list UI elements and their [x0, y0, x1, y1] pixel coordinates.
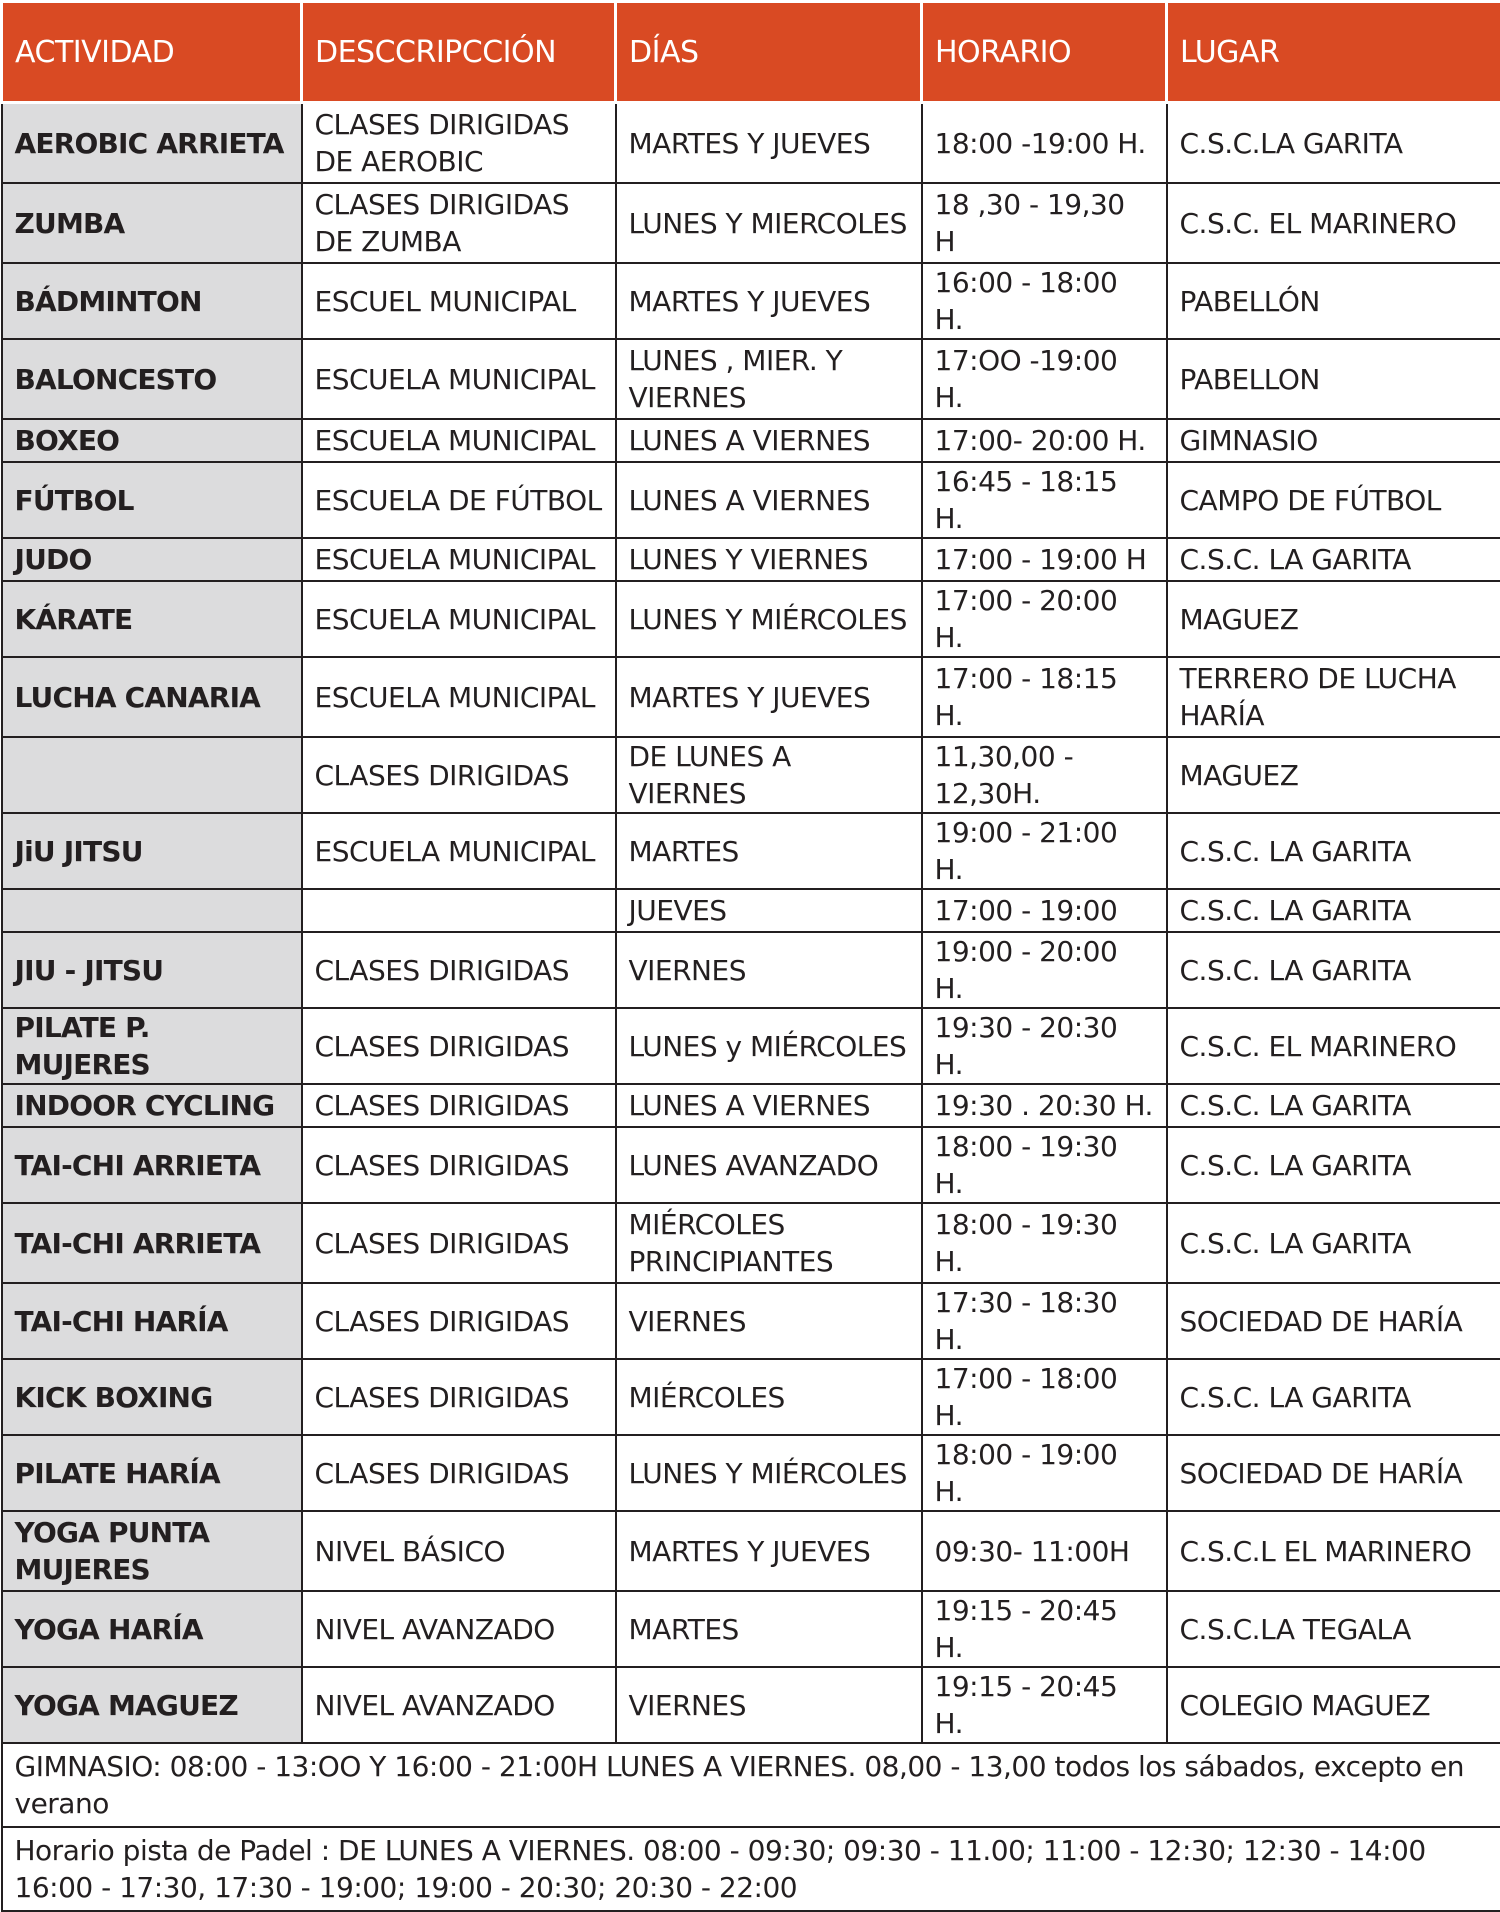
schedule-cell: 17:OO -19:00 H. — [922, 339, 1167, 419]
days-cell: MARTES — [616, 1591, 922, 1667]
place-cell: C.S.C. LA GARITA — [1167, 538, 1500, 581]
table-row — [2, 419, 1500, 462]
place-cell: PABELLON — [1167, 339, 1500, 419]
gym-hours-row — [2, 1743, 1500, 1827]
schedule-cell: 17:00 - 19:00 — [922, 889, 1167, 932]
place-cell: SOCIEDAD DE HARÍA — [1167, 1435, 1500, 1511]
schedule-cell: 19:00 - 20:00 H. — [922, 932, 1167, 1008]
description-cell: CLASES DIRIGIDAS — [302, 1203, 616, 1283]
days-cell: LUNES A VIERNES — [616, 462, 922, 538]
description-cell: CLASES DIRIGIDAS — [302, 1084, 616, 1127]
days-cell: LUNES AVANZADO — [616, 1127, 922, 1203]
activity-cell: YOGA HARÍA — [2, 1591, 302, 1667]
description-cell: NIVEL AVANZADO — [302, 1667, 616, 1743]
schedule-cell: 19:30 - 20:30 H. — [922, 1008, 1167, 1084]
description-cell: ESCUELA MUNICIPAL — [302, 538, 616, 581]
table-row — [2, 538, 1500, 581]
place-cell: C.S.C.L EL MARINERO — [1167, 1511, 1500, 1591]
activity-cell: YOGA PUNTA MUJERES — [2, 1511, 302, 1591]
activity-cell: AEROBIC ARRIETA — [2, 103, 302, 184]
table-row — [2, 103, 1500, 184]
description-cell: CLASES DIRIGIDAS — [302, 1127, 616, 1203]
description-cell: ESCUELA MUNICIPAL — [302, 419, 616, 462]
schedule-cell: 17:00 - 18:15 H. — [922, 657, 1167, 737]
place-cell: GIMNASIO — [1167, 419, 1500, 462]
table-row — [2, 1667, 1500, 1743]
schedule-cell: 19:30 . 20:30 H. — [922, 1084, 1167, 1127]
table-row — [2, 1203, 1500, 1283]
days-cell: LUNES A VIERNES — [616, 1084, 922, 1127]
activity-cell: INDOOR CYCLING — [2, 1084, 302, 1127]
place-cell: C.S.C. LA GARITA — [1167, 1203, 1500, 1283]
place-cell: C.S.C. LA GARITA — [1167, 813, 1500, 889]
days-cell: LUNES , MIER. Y VIERNES — [616, 339, 922, 419]
schedule-cell: 19:15 - 20:45 H. — [922, 1667, 1167, 1743]
table-row — [2, 1359, 1500, 1435]
days-cell: JUEVES — [616, 889, 922, 932]
table-row — [2, 339, 1500, 419]
description-cell: NIVEL BÁSICO — [302, 1511, 616, 1591]
place-cell: C.S.C. LA GARITA — [1167, 1359, 1500, 1435]
table-row — [2, 1591, 1500, 1667]
schedule-cell: 17:00 - 18:00 H. — [922, 1359, 1167, 1435]
place-cell: C.S.C. EL MARINERO — [1167, 183, 1500, 263]
table-row — [2, 1511, 1500, 1591]
table-row — [2, 1283, 1500, 1359]
days-cell: LUNES y MIÉRCOLES — [616, 1008, 922, 1084]
days-cell: LUNES Y MIÉRCOLES — [616, 581, 922, 657]
days-cell: DE LUNES A VIERNES — [616, 737, 922, 813]
header-row — [2, 2, 1500, 103]
days-cell: MARTES — [616, 813, 922, 889]
place-cell: TERRERO DE LUCHA HARÍA — [1167, 657, 1500, 737]
table-row — [2, 1435, 1500, 1511]
place-cell: COLEGIO MAGUEZ — [1167, 1667, 1500, 1743]
activity-cell: TAI-CHI ARRIETA — [2, 1203, 302, 1283]
table-row — [2, 813, 1500, 889]
gym-hours-note: GIMNASIO: 08:00 - 13:OO Y 16:00 - 21:00H LUNES A VIERNES. 08,00 - 13,00 todos los sábados, excepto en verano — [2, 1743, 1500, 1827]
activity-cell: ZUMBA — [2, 183, 302, 263]
schedule-cell: 18:00 - 19:00 H. — [922, 1435, 1167, 1511]
description-cell: CLASES DIRIGIDAS — [302, 1435, 616, 1511]
days-cell: MARTES Y JUEVES — [616, 263, 922, 339]
place-cell: C.S.C. LA GARITA — [1167, 1127, 1500, 1203]
padel-hours-line-1: Horario pista de Padel : DE LUNES A VIERNES. 08:00 - 09:30; 09:30 - 11.00; 11:00 - 12:30; 12:30 - 14:00 — [15, 1832, 1489, 1869]
schedule-cell: 18:00 - 19:30 H. — [922, 1203, 1167, 1283]
table-row — [2, 581, 1500, 657]
days-cell: MIÉRCOLES PRINCIPIANTES — [616, 1203, 922, 1283]
schedule-cell: 17:00- 20:00 H. — [922, 419, 1167, 462]
place-cell: C.S.C. LA GARITA — [1167, 889, 1500, 932]
days-cell: MIÉRCOLES — [616, 1359, 922, 1435]
activity-cell: JUDO — [2, 538, 302, 581]
description-cell: ESCUELA MUNICIPAL — [302, 581, 616, 657]
place-cell: C.S.C. EL MARINERO — [1167, 1008, 1500, 1084]
days-cell: MARTES Y JUEVES — [616, 103, 922, 184]
description-cell: CLASES DIRIGIDAS — [302, 1008, 616, 1084]
table-row — [2, 1084, 1500, 1127]
table-row — [2, 657, 1500, 737]
description-cell: ESCUEL MUNICIPAL — [302, 263, 616, 339]
place-cell: MAGUEZ — [1167, 581, 1500, 657]
description-cell: CLASES DIRIGIDAS — [302, 737, 616, 813]
schedule-cell: 19:00 - 21:00 H. — [922, 813, 1167, 889]
days-cell: VIERNES — [616, 1667, 922, 1743]
table-row — [2, 737, 1500, 813]
header-dias: DÍAS — [616, 2, 922, 103]
days-cell: VIERNES — [616, 932, 922, 1008]
schedule-cell: 19:15 - 20:45 H. — [922, 1591, 1167, 1667]
place-cell: MAGUEZ — [1167, 737, 1500, 813]
place-cell: C.S.C. LA GARITA — [1167, 1084, 1500, 1127]
place-cell: C.S.C.LA GARITA — [1167, 103, 1500, 184]
description-cell: CLASES DIRIGIDAS — [302, 1283, 616, 1359]
place-cell: SOCIEDAD DE HARÍA — [1167, 1283, 1500, 1359]
days-cell: MARTES Y JUEVES — [616, 657, 922, 737]
description-cell: CLASES DIRIGIDAS DE ZUMBA — [302, 183, 616, 263]
activity-cell: BÁDMINTON — [2, 263, 302, 339]
header-lugar: LUGAR — [1167, 2, 1500, 103]
schedule-cell: 18 ,30 - 19,30 H — [922, 183, 1167, 263]
table-row — [2, 462, 1500, 538]
schedule-cell: 16:45 - 18:15 H. — [922, 462, 1167, 538]
description-cell: CLASES DIRIGIDAS — [302, 932, 616, 1008]
days-cell: LUNES A VIERNES — [616, 419, 922, 462]
activity-cell — [2, 737, 302, 813]
activity-cell: TAI-CHI ARRIETA — [2, 1127, 302, 1203]
table-row — [2, 1008, 1500, 1084]
description-cell: NIVEL AVANZADO — [302, 1591, 616, 1667]
schedule-cell: 17:30 - 18:30 H. — [922, 1283, 1167, 1359]
activity-cell: JIU - JITSU — [2, 932, 302, 1008]
place-cell: PABELLÓN — [1167, 263, 1500, 339]
activity-cell: BOXEO — [2, 419, 302, 462]
days-cell: LUNES Y MIÉRCOLES — [616, 1435, 922, 1511]
table-row — [2, 889, 1500, 932]
schedule-cell: 17:00 - 20:00 H. — [922, 581, 1167, 657]
description-cell: CLASES DIRIGIDAS DE AEROBIC — [302, 103, 616, 184]
place-cell: C.S.C.LA TEGALA — [1167, 1591, 1500, 1667]
days-cell: LUNES Y MIERCOLES — [616, 183, 922, 263]
schedule-cell: 16:00 - 18:00 H. — [922, 263, 1167, 339]
activity-cell: KICK BOXING — [2, 1359, 302, 1435]
table-row — [2, 263, 1500, 339]
schedule-cell: 18:00 - 19:30 H. — [922, 1127, 1167, 1203]
activity-cell — [2, 889, 302, 932]
schedule-cell: 17:00 - 19:00 H — [922, 538, 1167, 581]
header-actividad: ACTIVIDAD — [2, 2, 302, 103]
description-cell: ESCUELA MUNICIPAL — [302, 339, 616, 419]
description-cell: CLASES DIRIGIDAS — [302, 1359, 616, 1435]
description-cell: ESCUELA MUNICIPAL — [302, 813, 616, 889]
place-cell: C.S.C. LA GARITA — [1167, 932, 1500, 1008]
padel-hours-note — [2, 1827, 1500, 1911]
activity-cell: PILATE HARÍA — [2, 1435, 302, 1511]
activity-cell: LUCHA CANARIA — [2, 657, 302, 737]
place-cell: CAMPO DE FÚTBOL — [1167, 462, 1500, 538]
activity-cell: KÁRATE — [2, 581, 302, 657]
padel-hours-row — [2, 1827, 1500, 1911]
activity-cell: YOGA MAGUEZ — [2, 1667, 302, 1743]
activity-cell: PILATE P. MUJERES — [2, 1008, 302, 1084]
table-row — [2, 183, 1500, 263]
description-cell: ESCUELA DE FÚTBOL — [302, 462, 616, 538]
table-row — [2, 1127, 1500, 1203]
schedule-cell: 11,30,00 - 12,30H. — [922, 737, 1167, 813]
activity-cell: TAI-CHI HARÍA — [2, 1283, 302, 1359]
activity-cell: FÚTBOL — [2, 462, 302, 538]
table-row — [2, 932, 1500, 1008]
schedule-cell: 09:30- 11:00H — [922, 1511, 1167, 1591]
header-horario: HORARIO — [922, 2, 1167, 103]
days-cell: LUNES Y VIERNES — [616, 538, 922, 581]
description-cell — [302, 889, 616, 932]
description-cell: ESCUELA MUNICIPAL — [302, 657, 616, 737]
header-descripcion: DESCCRIPCCIÓN — [302, 2, 616, 103]
padel-hours-line-2: 16:00 - 17:30, 17:30 - 19:00; 19:00 - 20:30; 20:30 - 22:00 — [15, 1869, 1489, 1906]
days-cell: VIERNES — [616, 1283, 922, 1359]
schedule-cell: 18:00 -19:00 H. — [922, 103, 1167, 184]
activity-cell: BALONCESTO — [2, 339, 302, 419]
days-cell: MARTES Y JUEVES — [616, 1511, 922, 1591]
activity-cell: JiU JITSU — [2, 813, 302, 889]
